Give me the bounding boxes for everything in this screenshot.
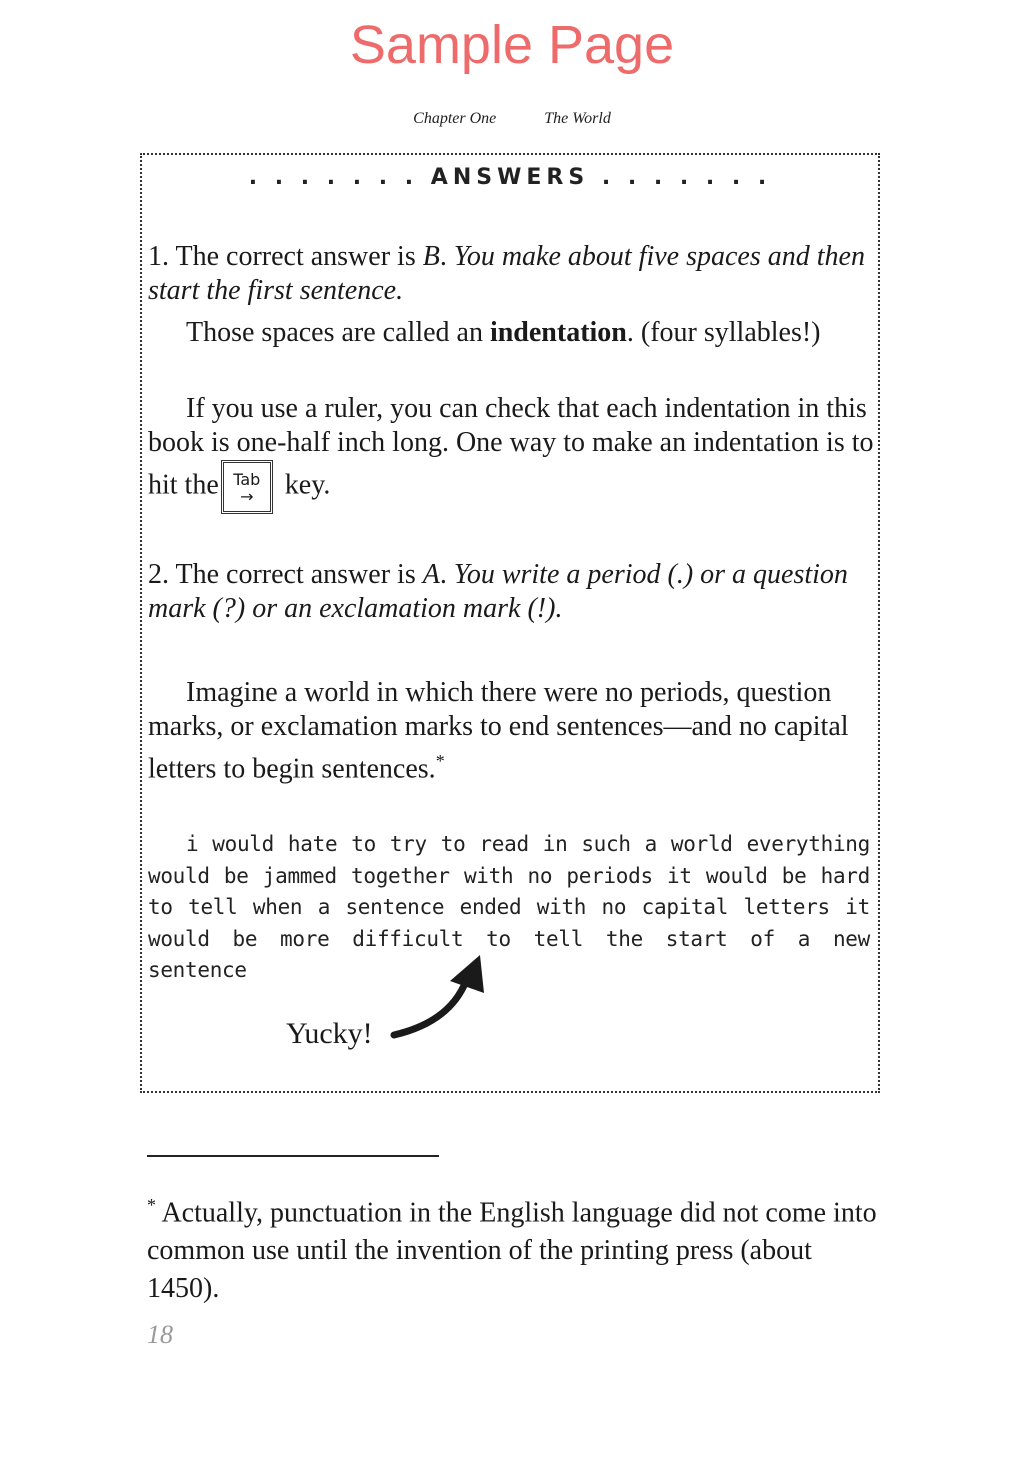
answer-1-letter: B	[422, 241, 440, 272]
footnote-asterisk: *	[147, 1195, 156, 1215]
page-number: 18	[147, 1320, 173, 1349]
tab-key-arrow-icon: →	[240, 487, 254, 506]
indentation-before: Those spaces are called an	[186, 317, 490, 348]
chapter-title: The World	[544, 110, 611, 127]
tab-key-icon	[221, 460, 273, 514]
chapter-label: Chapter One	[413, 110, 497, 127]
footnote-divider	[147, 1155, 439, 1157]
tab-key-label: Tab	[233, 470, 261, 489]
running-head	[0, 110, 1024, 128]
answers-heading: . . . . . . . ANSWERS . . . . . . .	[248, 165, 772, 190]
answer-1	[148, 240, 878, 308]
footnote	[147, 1186, 887, 1308]
answer-2	[148, 558, 878, 626]
sample-page-watermark: Sample Page	[349, 15, 675, 75]
indentation-after: . (four syllables!)	[626, 317, 821, 348]
answer-2-letter: A	[422, 559, 440, 590]
indentation-term: indentation	[489, 317, 627, 348]
indentation-paragraph	[148, 316, 878, 350]
answer-1-lead: 1. The correct answer is	[148, 241, 423, 272]
answer-2-period: .	[439, 559, 454, 590]
answer-1-explanation: You make about five spaces and then start the first sentence.	[148, 241, 865, 306]
curved-arrow-icon	[388, 955, 492, 1045]
imagine-paragraph	[148, 676, 878, 786]
footnote-text: Actually, punctuation in the English language did not come into common use until the invention of the printing press (about 1450).	[147, 1197, 877, 1305]
no-punctuation-example: i would hate to try to read in such a world everything would be jammed together with no periods it would be hard to tell when a sentence ended with no capital letters it would be more difficult to tell the start of a new sentence	[148, 832, 870, 982]
answers-box	[140, 153, 880, 1093]
answer-2-lead: 2. The correct answer is	[148, 559, 423, 590]
answer-1-period: .	[439, 241, 454, 272]
imagine-text: Imagine a world in which there were no periods, question marks, or exclamation marks to end sentences—and no capital letters to begin sentences.	[148, 677, 849, 785]
imagine-asterisk: *	[435, 751, 445, 771]
yucky-caption: Yucky!	[286, 1017, 373, 1050]
ruler-paragraph	[148, 392, 878, 514]
ruler-after: key.	[284, 469, 331, 501]
answer-2-explanation: You write a period (.) or a question mark (?) or an exclamation mark (!).	[148, 559, 848, 624]
ruler-text: If you use a ruler, you can check that each indentation in this book is one-half inch long. One way to make an indentation is to hit the	[148, 393, 874, 501]
